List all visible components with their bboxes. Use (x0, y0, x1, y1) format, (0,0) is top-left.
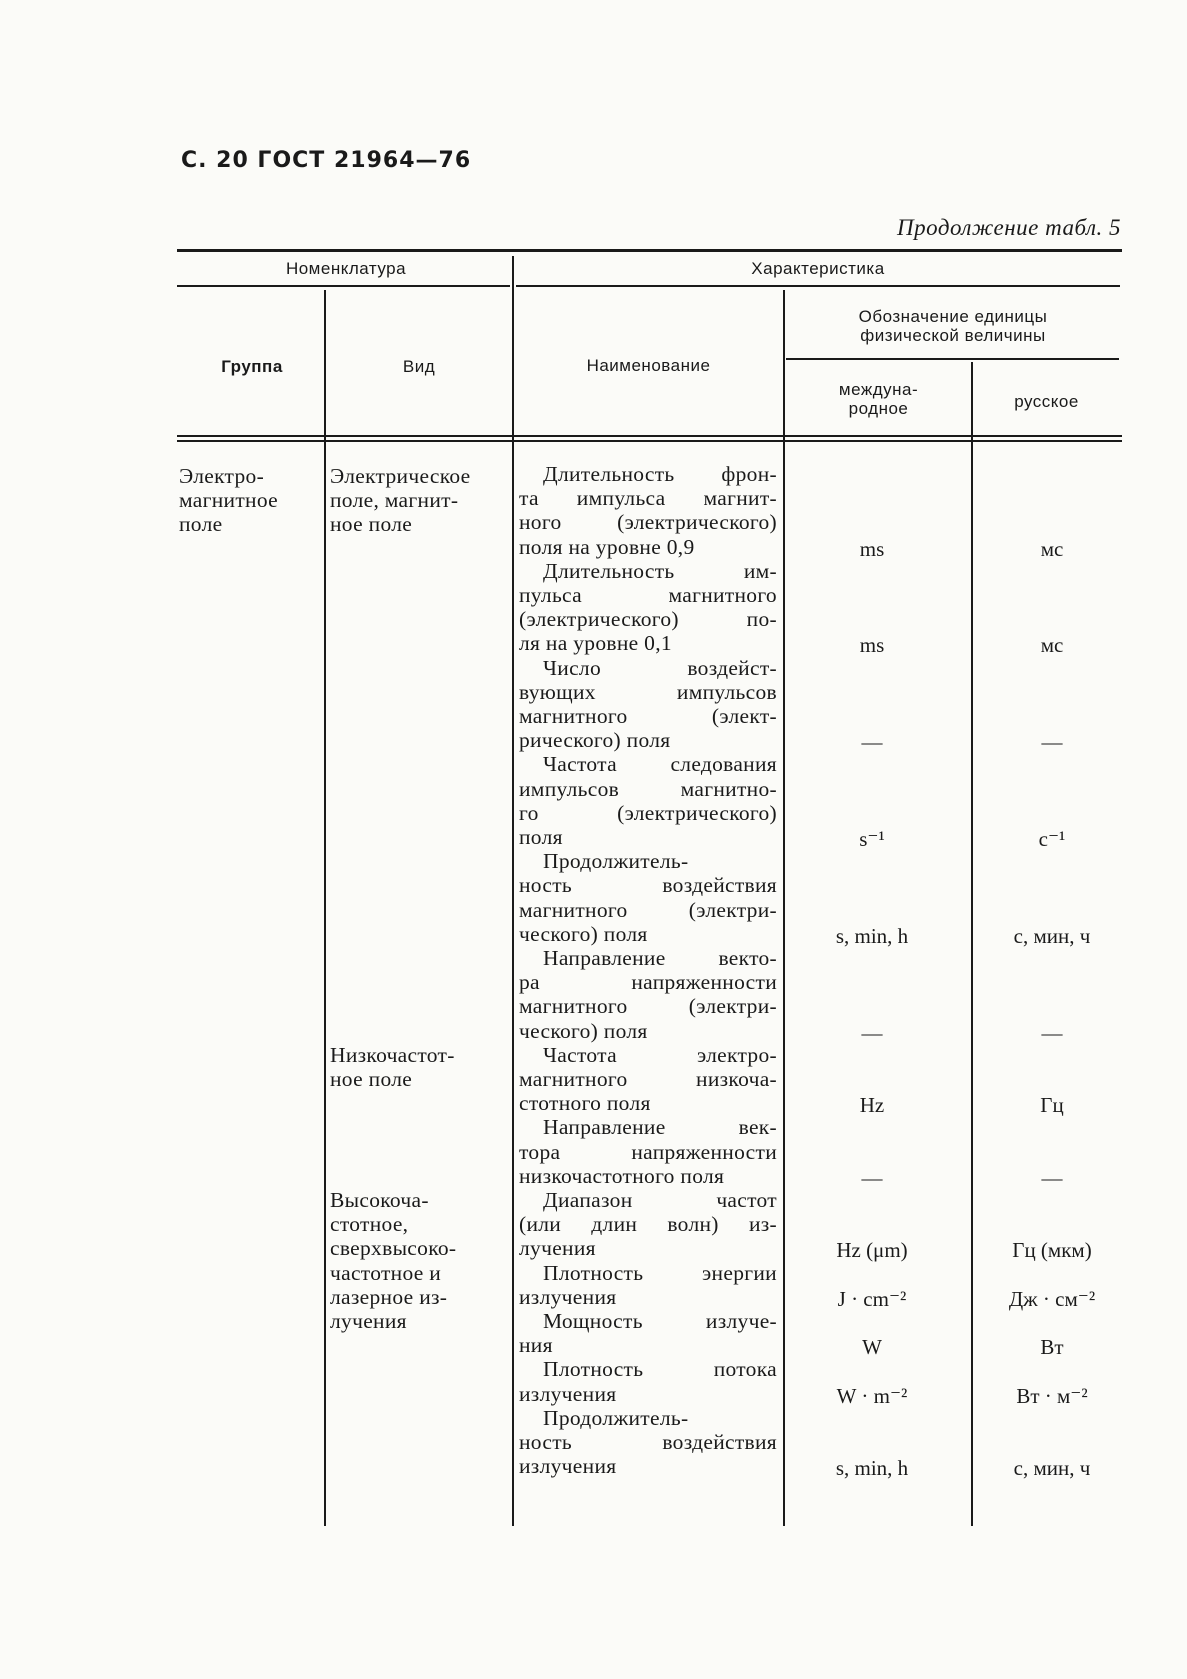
unit-international: ms (859, 536, 885, 561)
name-line: Длительность фрон- (543, 462, 777, 486)
name-cell (519, 1188, 777, 1261)
table-continuation-label: Продолжение табл. 5 (897, 215, 1121, 240)
name-line: излучения (519, 1454, 617, 1479)
name-line: магнитного (элект- (519, 704, 777, 728)
name-line: тора напряженности (519, 1139, 777, 1164)
header-group: Группа (221, 357, 283, 376)
unit-international: s⁻¹ (859, 827, 885, 851)
name-line: ра напряженности (519, 970, 777, 995)
unit-russian: — (1041, 1165, 1063, 1190)
header-characteristic: Характеристика (751, 259, 885, 278)
unit-international: W (862, 1335, 882, 1360)
kind-cell-low-frequency: Низкочастот- ное поле (330, 1043, 455, 1092)
name-line: ля на уровне 0,1 (519, 631, 672, 656)
name-line: Продолжитель- (543, 849, 689, 874)
header-bottom-rule-2 (177, 440, 1122, 442)
name-line: ность воздействия (519, 1430, 777, 1454)
name-line: магнитного (электри- (519, 897, 777, 922)
unit-russian: Вт · м⁻² (1016, 1383, 1088, 1408)
name-cell (519, 752, 777, 849)
header-russian: русское (1014, 392, 1079, 411)
unit-international: Hz (μm) (836, 1238, 908, 1263)
unit-international: s, min, h (835, 923, 909, 948)
unit-russian: — (1041, 730, 1063, 755)
name-line: поля (519, 825, 563, 849)
name-line: Длительность им- (543, 558, 777, 583)
unit-russian: Дж · см⁻² (1008, 1286, 1096, 1311)
name-cell (519, 946, 777, 1043)
name-line: (или длин волн) из- (519, 1212, 777, 1237)
name-line: ного (электрического) (519, 510, 777, 535)
name-line: Число воздейст- (543, 655, 777, 680)
name-line: го (электрического) (519, 800, 777, 825)
name-cell (519, 559, 777, 656)
unit-international: — (861, 1020, 883, 1045)
name-cell (519, 1043, 777, 1116)
name-line: поля на уровне 0,9 (519, 534, 695, 559)
table-top-rule (177, 249, 1122, 252)
col-divider-name-unit (783, 290, 785, 1526)
name-line: ческого) поля (519, 1018, 648, 1043)
name-line: излучения (519, 1284, 617, 1309)
header-nomenclature: Номенклатура (285, 259, 407, 278)
name-line: Частота электро- (543, 1042, 777, 1067)
unit-international: ms (859, 633, 885, 658)
unit-international: W · m⁻² (836, 1383, 908, 1408)
unit-international: Hz (859, 1093, 885, 1118)
group-cell: Электро- магнитное поле (179, 464, 278, 537)
name-line: ность воздействия (519, 873, 777, 898)
unit-international: — (861, 730, 883, 755)
name-line: импульсов магнитно- (519, 776, 777, 801)
name-cell (519, 1261, 777, 1309)
unit-international: — (861, 1165, 883, 1190)
name-line: вующих импульсов (519, 679, 777, 704)
col-divider-nomenclature (512, 256, 514, 1526)
name-line: излучения (519, 1381, 617, 1406)
name-cell (519, 656, 777, 753)
name-line: низкочастотного поля (519, 1163, 725, 1188)
page-header: С. 20 ГОСТ 21964—76 (181, 148, 472, 173)
name-line: магнитного низкоча- (519, 1067, 777, 1091)
name-cell (519, 1309, 777, 1357)
name-line: пульса магнитного (519, 583, 777, 607)
unit-russian: мс (1040, 536, 1064, 561)
unit-russian: мс (1040, 633, 1064, 658)
name-line: Плотность потока (543, 1357, 777, 1382)
unit-international: s, min, h (835, 1456, 909, 1481)
name-cell (519, 849, 777, 946)
header-name: Наименование (586, 356, 711, 375)
header-bottom-rule (177, 435, 1122, 437)
kind-cell-high-frequency: Высокоча- стотное, сверхвысоко- частотное и лазерное из- лучения (330, 1188, 457, 1334)
name-line: ния (519, 1333, 553, 1358)
unit-russian: с⁻¹ (1038, 827, 1066, 851)
name-line: (электрического) по- (519, 607, 777, 632)
unit-international: J · cm⁻² (837, 1286, 907, 1311)
header-rule-1b (516, 285, 1120, 287)
unit-russian: Гц (мкм) (1012, 1238, 1092, 1263)
name-cell (519, 1406, 777, 1479)
name-line: рического) поля (519, 728, 671, 753)
unit-russian: с, мин, ч (1013, 923, 1091, 948)
name-line: Диапазон частот (543, 1188, 777, 1212)
name-line: лучения (519, 1236, 596, 1261)
col-divider-group-kind (324, 290, 326, 1526)
name-line: Продолжитель- (543, 1405, 689, 1430)
name-line: магнитного (электри- (519, 994, 777, 1019)
unit-russian: Гц (1040, 1093, 1064, 1118)
unit-russian: — (1041, 1020, 1063, 1045)
header-rule-1 (177, 285, 510, 287)
name-line: Плотность энергии (543, 1260, 777, 1285)
header-kind: Вид (402, 357, 436, 376)
name-cell (519, 1115, 777, 1188)
unit-russian: с, мин, ч (1013, 1456, 1091, 1481)
name-line: Направление векто- (543, 946, 777, 970)
name-line: Направление век- (543, 1115, 777, 1140)
name-line: та импульса магнит- (519, 486, 777, 511)
name-cell (519, 1357, 777, 1405)
name-line: Мощность излуче- (543, 1309, 777, 1333)
unit-russian: Вт (1040, 1335, 1064, 1360)
header-rule-2 (786, 358, 1119, 360)
header-unit-designation: Обозначение единицы физической величины (858, 307, 1048, 345)
kind-cell-electric-magnetic: Электрическое поле, магнит- ное поле (330, 464, 471, 537)
name-line: ческого) поля (519, 921, 648, 946)
name-line: стотного поля (519, 1091, 651, 1116)
name-cell (519, 462, 777, 559)
header-international: междуна- родное (838, 380, 919, 418)
name-line: Частота следования (543, 752, 777, 777)
